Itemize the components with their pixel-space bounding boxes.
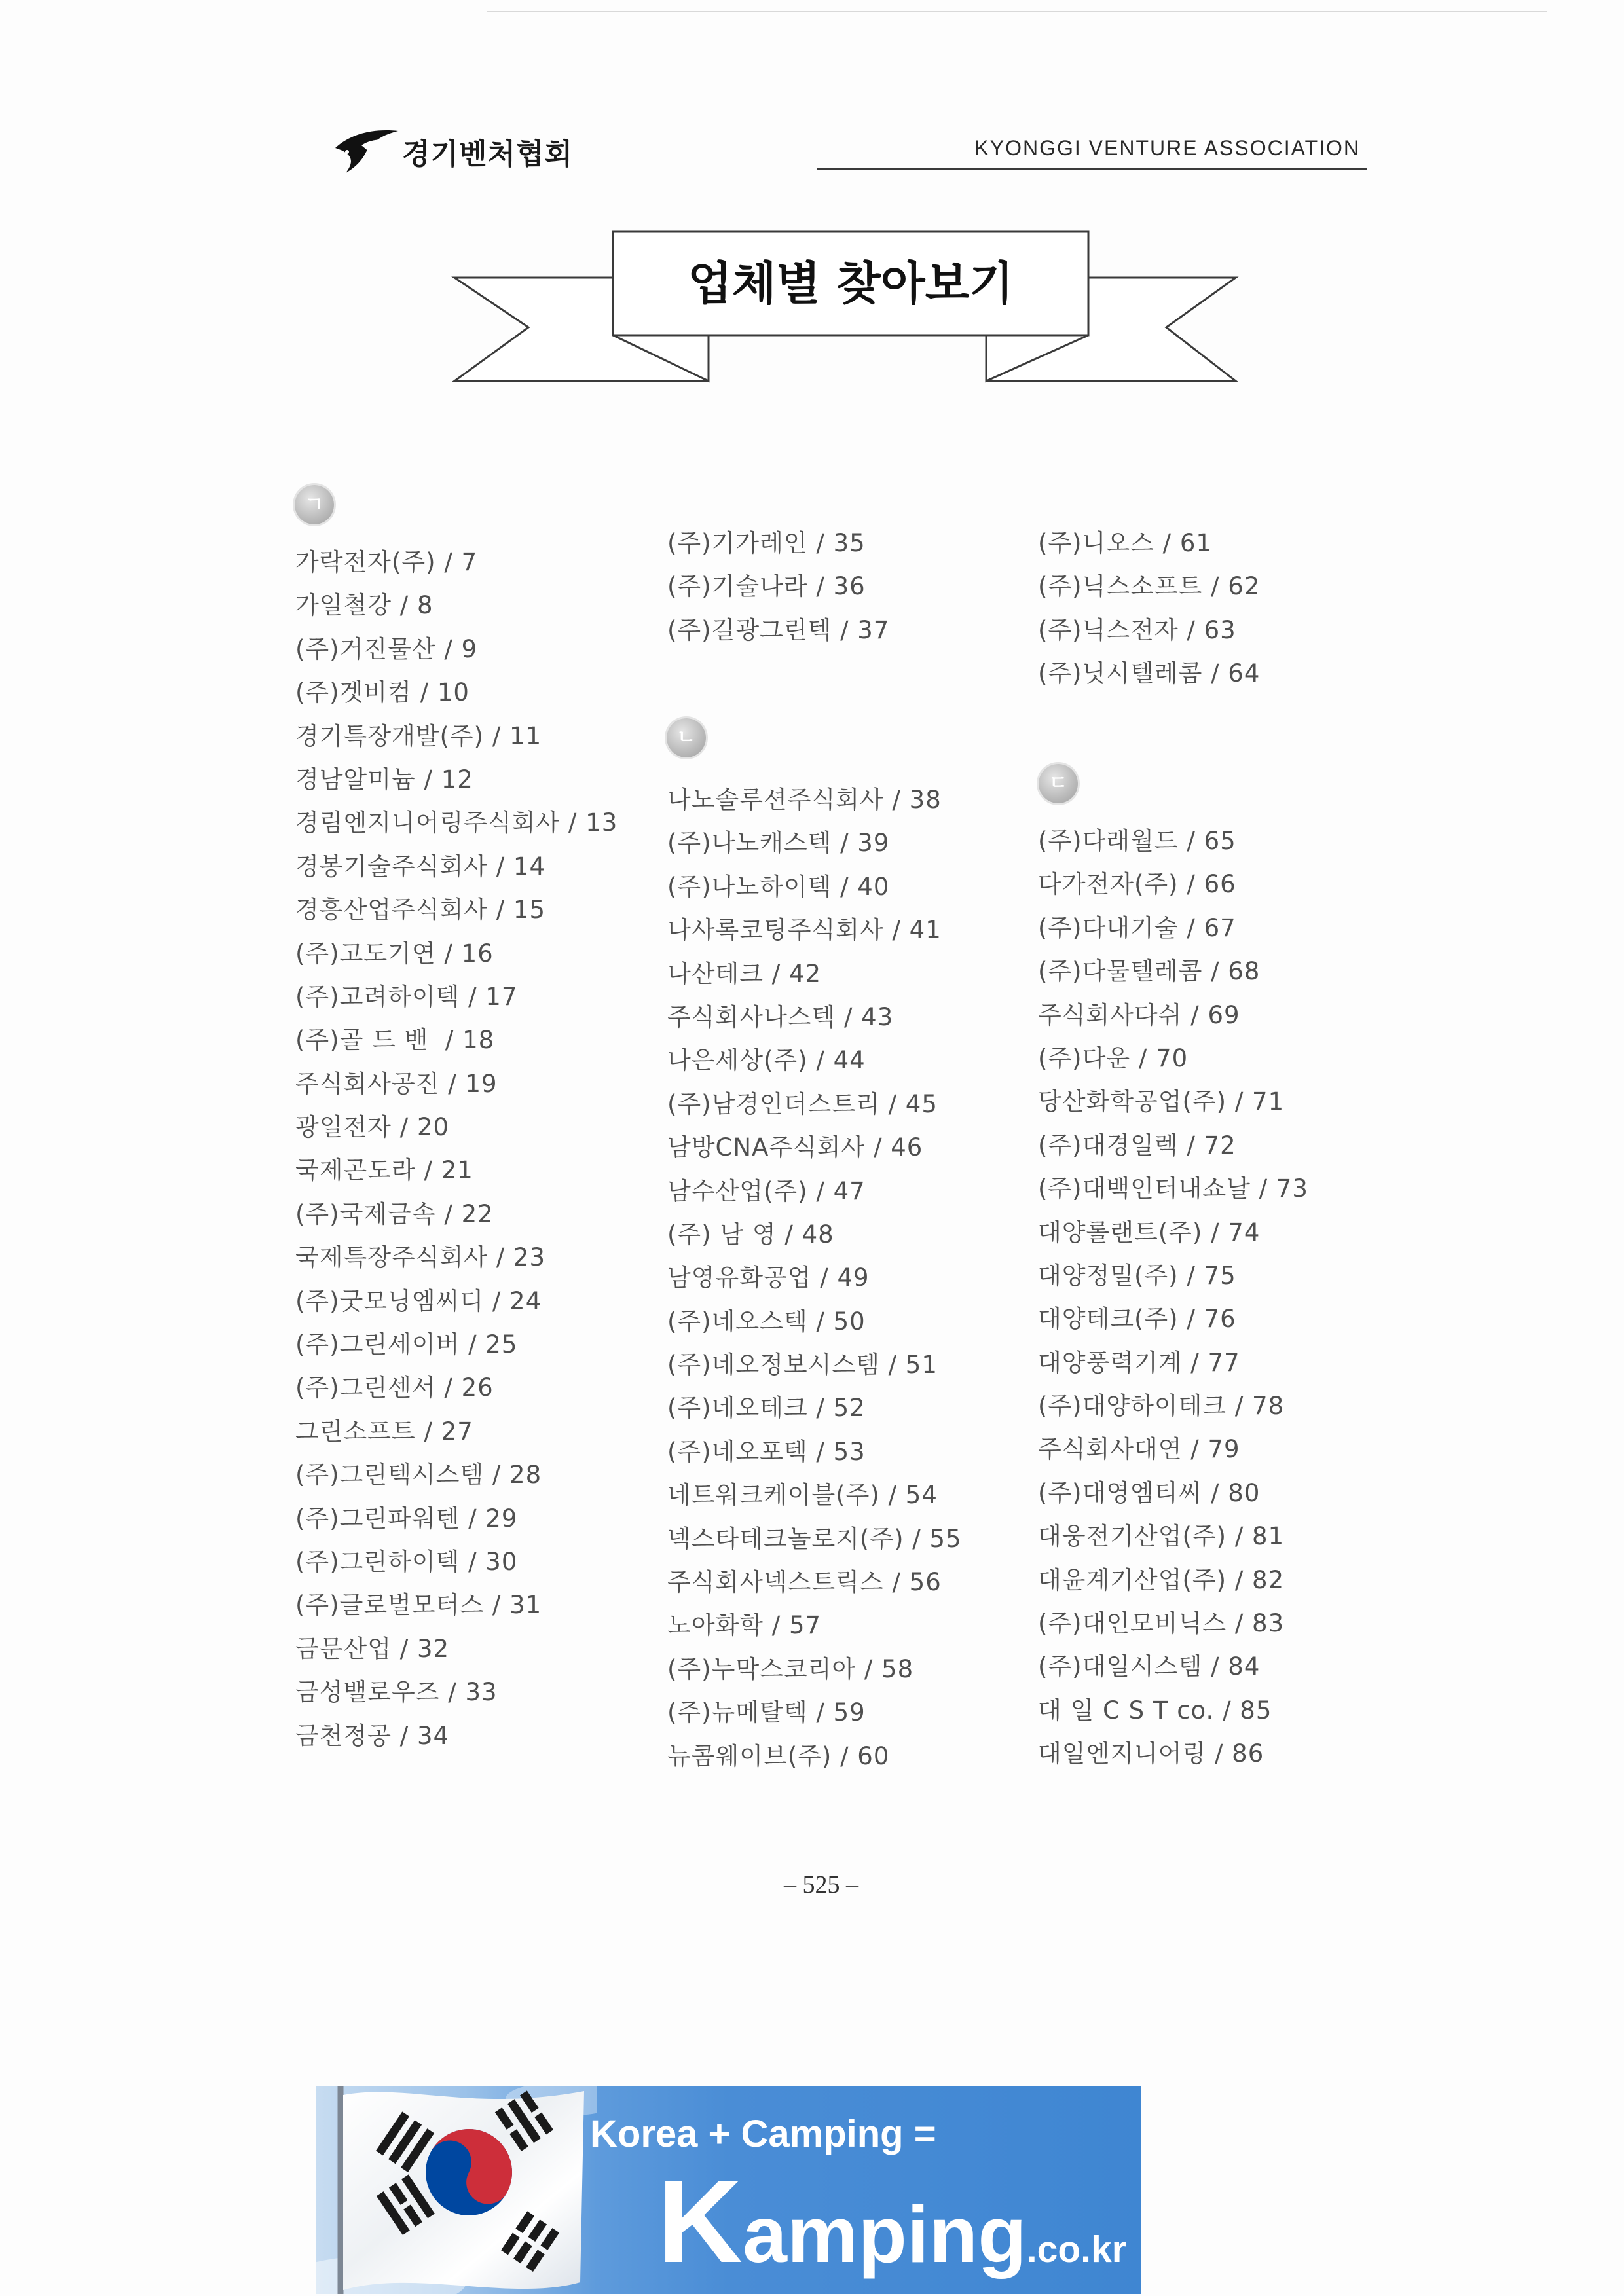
index-entry: 네트워크케이블(주) / 54 [667,1481,938,1510]
index-entry: 경남알미늄 / 12 [295,765,473,793]
index-entry: (주)나노캐스텍 / 39 [667,829,890,858]
page-number: – 525 – [784,1871,858,1899]
index-entry: 금문산업 / 32 [295,1634,450,1663]
index-entry: 대 일 C S T co. / 85 [1038,1696,1272,1724]
index-entry: 노아화학 / 57 [667,1611,822,1640]
index-entry: (주)그린파워텐 / 29 [295,1504,518,1533]
index-entry: 대양테크(주) / 76 [1038,1305,1236,1334]
brand-rest: amping [743,2190,1027,2279]
index-entry: (주)남경인더스트리 / 45 [667,1089,938,1118]
index-entry: 나은세상(주) / 44 [667,1046,866,1075]
index-entry: (주)겟비컴 / 10 [295,678,470,707]
banner-headline: Korea + Camping = [590,2113,936,2155]
column-2-continued-entries [667,522,889,652]
swallow-logo-icon [333,126,401,175]
banner-brand-name [657,2156,1126,2287]
index-entry: 당산화학공업(주) / 71 [1038,1087,1285,1116]
index-entry: (주)대일시스템 / 84 [1038,1652,1261,1681]
index-letter-badge: ㄱ [295,485,334,524]
column-2-entries [667,778,962,1778]
index-entry: (주)다물텔레콤 / 68 [1038,957,1261,986]
index-entry: (주)고도기연 / 16 [295,939,494,968]
index-entry: (주)대경일렉 / 72 [1038,1131,1236,1159]
index-entry: (주)그린텍시스템 / 28 [295,1461,542,1489]
org-name-korean: 경기벤처협회 [402,137,574,171]
header-divider [817,168,1367,170]
index-entry: 경기특장개발(주) / 11 [295,721,542,750]
index-entry: 대웅전기산업(주) / 81 [1038,1522,1285,1551]
index-letter-badge: ㄷ [1039,764,1078,803]
index-entry: 나산테크 / 42 [667,959,822,988]
index-entry: 경림엔지니어링주식회사 / 13 [295,809,618,837]
index-entry: (주)거진물산 / 9 [295,634,478,663]
index-entry: (주)대인모비닉스 / 83 [1038,1609,1285,1638]
index-entry: (주) 남 영 / 48 [667,1220,834,1248]
page-title: 업체별 찾아보기 [688,257,1014,310]
index-entry: (주)닉스소프트 / 62 [1038,572,1261,601]
index-entry: 나사록코팅주식회사 / 41 [667,916,942,945]
index-entry: (주)뉴메탈텍 / 59 [667,1698,866,1727]
index-entry: (주)네오테크 / 52 [667,1394,866,1423]
index-entry: (주)그린하이텍 / 30 [295,1547,518,1576]
index-entry: (주)다내기술 / 67 [1038,913,1236,942]
index-entry: (주)굿모닝엠씨디 / 24 [295,1286,542,1315]
index-entry: (주)대백인터내쇼날 / 73 [1038,1175,1308,1203]
index-entry: (주)네오스텍 / 50 [667,1307,866,1336]
column-1-entries [295,541,618,1758]
index-entry: 경봉기술주식회사 / 14 [295,852,546,881]
index-entry: 주식회사나스텍 / 43 [667,1002,894,1031]
index-entry: (주)누막스코리아 / 58 [667,1654,914,1683]
index-entry: 가락전자(주) / 7 [295,548,478,576]
index-entry: 나노솔루션주식회사 / 38 [667,786,942,814]
index-entry: (주)고려하이텍 / 17 [295,982,518,1011]
index-entry: 국제특장주식회사 / 23 [295,1243,546,1272]
index-letter-badge: ㄴ [667,718,706,757]
index-entry: (주)글로벌모터스 / 31 [295,1591,542,1620]
index-entry: 남영유화공업 / 49 [667,1264,870,1292]
index-entry: 경흥산업주식회사 / 15 [295,896,546,924]
index-entry: 주식회사대연 / 79 [1038,1435,1240,1464]
index-entry: 주식회사다쉬 / 69 [1038,1000,1240,1029]
index-entry: 가일철강 / 8 [295,591,434,620]
scan-edge-line [487,11,1547,12]
index-entry: 대양정밀(주) / 75 [1038,1261,1236,1290]
index-entry: 대일엔지니어링 / 86 [1038,1740,1264,1768]
index-entry: (주)골 드 밴 / 18 [295,1026,495,1055]
index-entry: (주)그린센서 / 26 [295,1374,494,1402]
index-entry: (주)나노하이텍 / 40 [667,872,890,901]
index-entry: (주)그린세이버 / 25 [295,1330,518,1359]
index-entry: (주)니오스 / 61 [1038,529,1212,557]
index-entry: 남수산업(주) / 47 [667,1176,866,1205]
korean-flag-icon [316,2086,597,2294]
index-entry: 뉴콤웨이브(주) / 60 [667,1741,890,1770]
index-entry: (주)국제금속 / 22 [295,1199,494,1228]
index-entry: (주)기술나라 / 36 [667,572,866,601]
index-entry: 대양풍력기계 / 77 [1038,1348,1240,1377]
brand-domain-suffix: .co.kr [1026,2229,1126,2270]
index-entry: (주)기가레인 / 35 [667,529,866,557]
column-3-entries [1038,820,1308,1776]
index-entry: 다가전자(주) / 66 [1038,870,1236,899]
brand-initial: K [657,2156,743,2287]
index-entry: 대윤계기산업(주) / 82 [1038,1565,1285,1594]
index-entry: (주)다운 / 70 [1038,1044,1189,1072]
kamping-ad-banner[interactable] [316,2086,1141,2294]
index-entry: (주)네오포텍 / 53 [667,1437,866,1466]
index-entry: 남방CNA주식회사 / 46 [667,1133,923,1162]
index-entry: 광일전자 / 20 [295,1113,450,1142]
index-entry: 그린소프트 / 27 [295,1417,473,1446]
org-name-english: KYONGGI VENTURE ASSOCIATION [974,136,1360,160]
index-entry: (주)닉스전자 / 63 [1038,615,1236,644]
index-entry: 국제곤도라 / 21 [295,1156,473,1185]
index-entry: (주)길광그린텍 / 37 [667,615,890,644]
index-entry: 금천정공 / 34 [295,1721,450,1750]
index-entry: (주)닛시텔레콤 / 64 [1038,659,1261,688]
index-entry: 금성밸로우즈 / 33 [295,1678,498,1707]
column-3-continued-entries [1038,522,1260,696]
index-entry: 주식회사공진 / 19 [295,1069,498,1098]
index-entry: 대양롤랜트(주) / 74 [1038,1218,1261,1247]
index-entry: 주식회사넥스트릭스 / 56 [667,1568,942,1597]
index-entry: (주)대양하이테크 / 78 [1038,1392,1285,1421]
index-entry: 넥스타테크놀로지(주) / 55 [667,1524,962,1553]
index-entry: (주)네오정보시스템 / 51 [667,1351,938,1379]
index-entry: (주)대영엠티씨 / 80 [1038,1478,1261,1507]
index-entry: (주)다래월드 / 65 [1038,827,1236,855]
